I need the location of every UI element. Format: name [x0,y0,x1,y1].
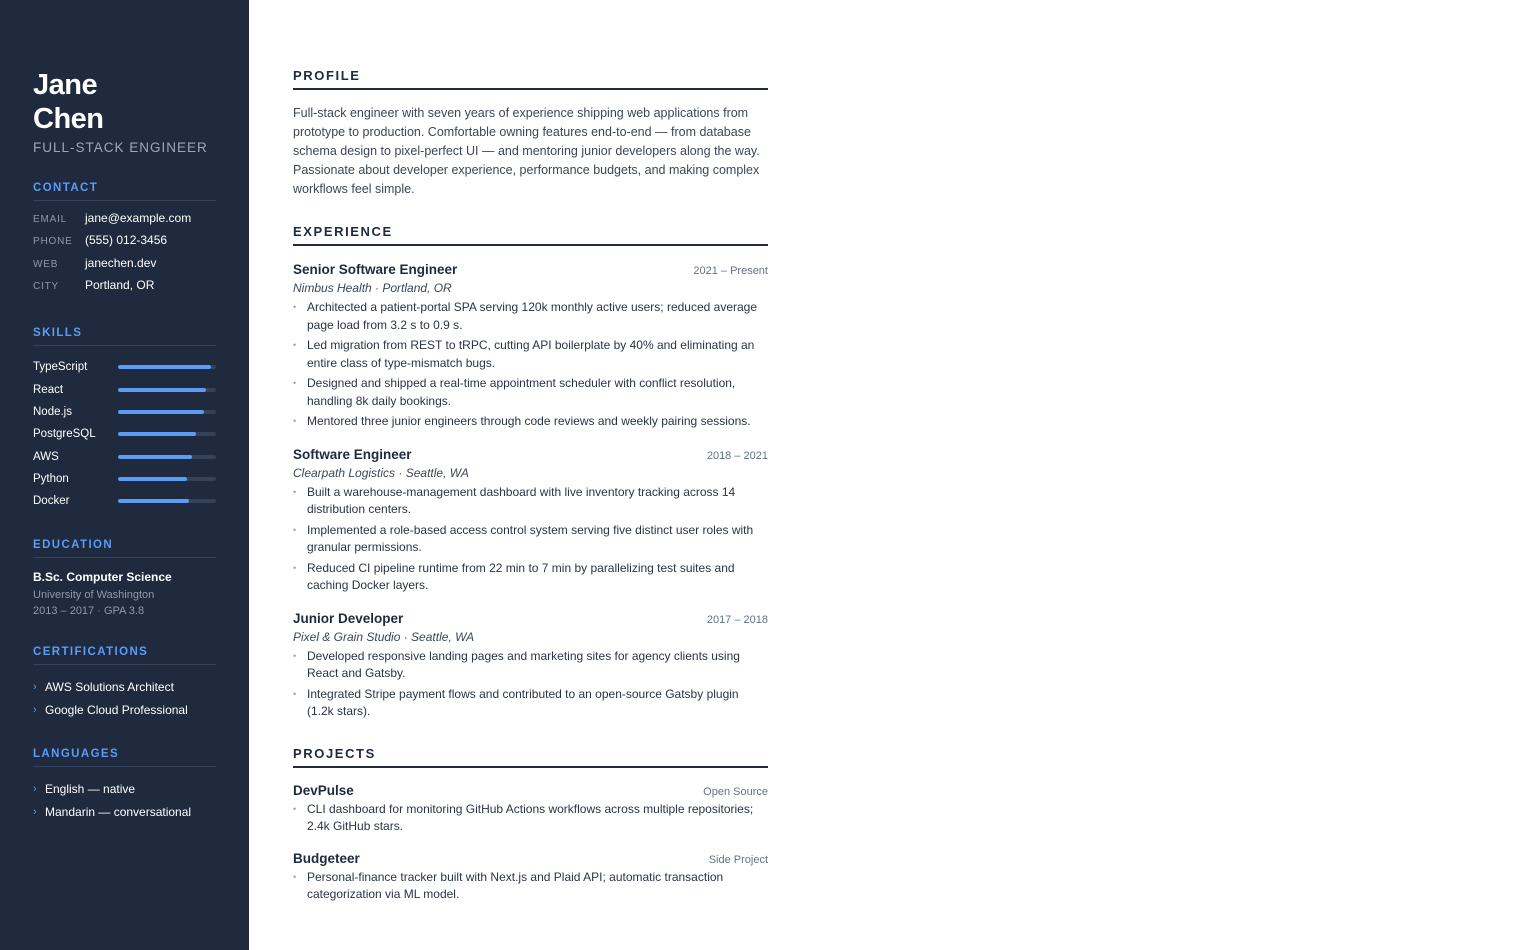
job-role: Junior Developer [293,610,404,626]
project-name: Budgeteer [293,850,360,866]
education-school: University of Washington [33,589,155,602]
skill-name: Docker [33,495,70,508]
list-item: • Integrated Stripe payment flows and contributed to an open-source Gatsby plugin (1.2k stars). [293,686,768,721]
job-bullets [293,648,768,721]
job-title-subtitle: FULL-STACK ENGINEER [33,140,208,155]
education-section [33,539,216,619]
contact-label: PHONE [33,236,73,248]
skills-list [33,356,216,512]
skill-row [33,378,216,400]
project-tag: Open Source [703,785,768,798]
certifications-heading: CERTIFICATIONS [33,646,216,665]
job-company: Clearpath Logistics · Seattle, WA [293,465,469,480]
contact-label: WEB [33,258,59,270]
project-bullets [293,801,768,836]
project-entry [293,851,768,904]
job-company: Nimbus Health · Portland, OR [293,281,452,295]
skill-level-bar [118,499,216,503]
projects-heading: PROJECTS [293,746,768,768]
skill-name: AWS [33,450,59,463]
skill-level-fill [118,410,204,414]
education-degree: B.Sc. Computer Science [33,570,172,585]
skill-level-fill [118,499,189,503]
list-item [33,777,216,800]
job-dates: 2018 – 2021 [706,449,768,462]
skill-name: React [33,383,64,396]
skill-row [33,468,216,490]
contact-label: CITY [33,280,59,292]
name-last: Chen [33,103,104,135]
list-item: • Architected a patient-portal SPA serving 120k monthly active users; reduced average page load from 3.2 s to 0.9 s. [293,299,768,334]
skill-row [33,423,216,445]
project-header [293,783,768,798]
skill-level-bar [118,410,216,414]
skill-level-bar [118,365,216,369]
languages-section [33,748,216,823]
profile-section [293,68,768,199]
job-dates: 2017 – 2018 [706,613,768,626]
list-item: • Designed and shipped a real-time appointment scheduler with conflict resolution, handling 8k daily bookings. [293,375,768,410]
certification-name: AWS Solutions Architect [45,679,174,694]
contact-email-link[interactable]: jane@example.com [85,211,192,225]
list-item: • CLI dashboard for monitoring GitHub Actions workflows across multiple repositories; 2.4k GitHub stars. [293,801,768,836]
languages-heading: LANGUAGES [33,748,216,767]
language-name: English — native [45,781,136,796]
job-bullets [293,299,768,431]
skill-row [33,490,216,512]
skill-row [33,401,216,423]
list-item [33,698,216,721]
experience-heading: EXPERIENCE [293,224,768,246]
list-item: • Built a warehouse-management dashboard with live inventory tracking across 14 distribution centers. [293,484,768,519]
contact-row-phone [33,233,216,255]
job-entry [293,262,768,431]
name-first: Jane [33,69,98,101]
contact-list [33,211,216,300]
project-name: DevPulse [293,782,354,798]
project-tag: Side Project [708,853,768,866]
job-header [293,447,768,462]
skill-name: Node.js [33,405,72,418]
list-item: • Reduced CI pipeline runtime from 22 min to 7 min by parallelizing test suites and caching Docker layers. [293,560,768,595]
skill-name: TypeScript [33,361,88,374]
list-item [33,800,216,823]
job-entry [293,611,768,721]
certifications-section [33,646,216,721]
job-dates: 2021 – Present [693,265,768,277]
experience-section [293,224,768,721]
list-item: • Led migration from REST to tRPC, cutting API boilerplate by 40% and eliminating an entire class of type-mismatch bugs. [293,337,768,372]
main-content [293,68,768,904]
profile-summary: Full-stack engineer with seven years of experience shipping web applications from prototype to production. Comfortable owning features end-to-end — from database schema design to pixel-perfect UI — and mentoring junior developers along the way. Passionate about developer experience, performance budgets, and making complex workflows feel simple. [293,106,760,196]
job-company: Pixel & Grain Studio · Seattle, WA [293,629,475,644]
skills-heading: SKILLS [33,327,216,346]
skill-level-bar [118,455,216,459]
education-details: 2013 – 2017 · GPA 3.8 [33,605,145,618]
profile-heading: PROFILE [293,68,768,90]
skill-row [33,356,216,378]
project-header [293,851,768,866]
certification-name: Google Cloud Professional [45,702,188,717]
job-role: Software Engineer [293,446,412,462]
job-role: Senior Software Engineer [293,262,458,277]
job-header [293,611,768,626]
skill-level-fill [118,388,206,392]
job-header [293,262,768,277]
contact-row-city [33,278,216,300]
projects-section [293,746,768,904]
list-item: • Developed responsive landing pages and marketing sites for agency clients using React and Gatsby. [293,648,768,683]
contact-heading: CONTACT [33,182,216,201]
job-entry [293,447,768,595]
person-name [33,68,216,136]
education-heading: EDUCATION [33,539,216,558]
project-entry [293,783,768,836]
contact-web-link[interactable]: janechen.dev [85,255,157,270]
contact-city-value: Portland, OR [85,277,155,292]
chevron-right-icon: › [33,805,37,818]
list-item: • Personal-finance tracker built with Next.js and Plaid API; automatic transaction categorization via ML model. [293,869,768,904]
contact-section [33,182,216,300]
contact-label: EMAIL [33,214,68,225]
contact-row-email [33,211,216,233]
chevron-right-icon: › [33,782,37,795]
skill-name: PostgreSQL [33,428,96,441]
list-item [33,675,216,698]
skills-section [33,327,216,512]
list-item: • Mentored three junior engineers through code reviews and weekly pairing sessions. [293,413,768,431]
skill-row [33,445,216,467]
languages-list [33,777,216,823]
skill-level-bar [118,388,216,392]
sidebar [0,0,249,950]
project-bullets [293,869,768,904]
contact-row-web [33,256,216,278]
chevron-right-icon: › [33,680,37,693]
education-entry [33,570,216,619]
certifications-list [33,675,216,721]
skill-name: Python [33,472,69,485]
contact-phone-link[interactable]: (555) 012-3456 [85,233,168,248]
list-item: • Implemented a role-based access control system serving five distinct user roles with granular permissions. [293,522,768,557]
chevron-right-icon: › [33,703,37,716]
skill-level-bar [118,477,216,481]
skill-level-fill [118,432,196,436]
skill-level-fill [118,365,211,369]
job-bullets [293,484,768,595]
skill-level-fill [118,477,187,481]
skill-level-fill [118,455,192,459]
skill-level-bar [118,432,216,436]
language-name: Mandarin — conversational [45,804,192,819]
